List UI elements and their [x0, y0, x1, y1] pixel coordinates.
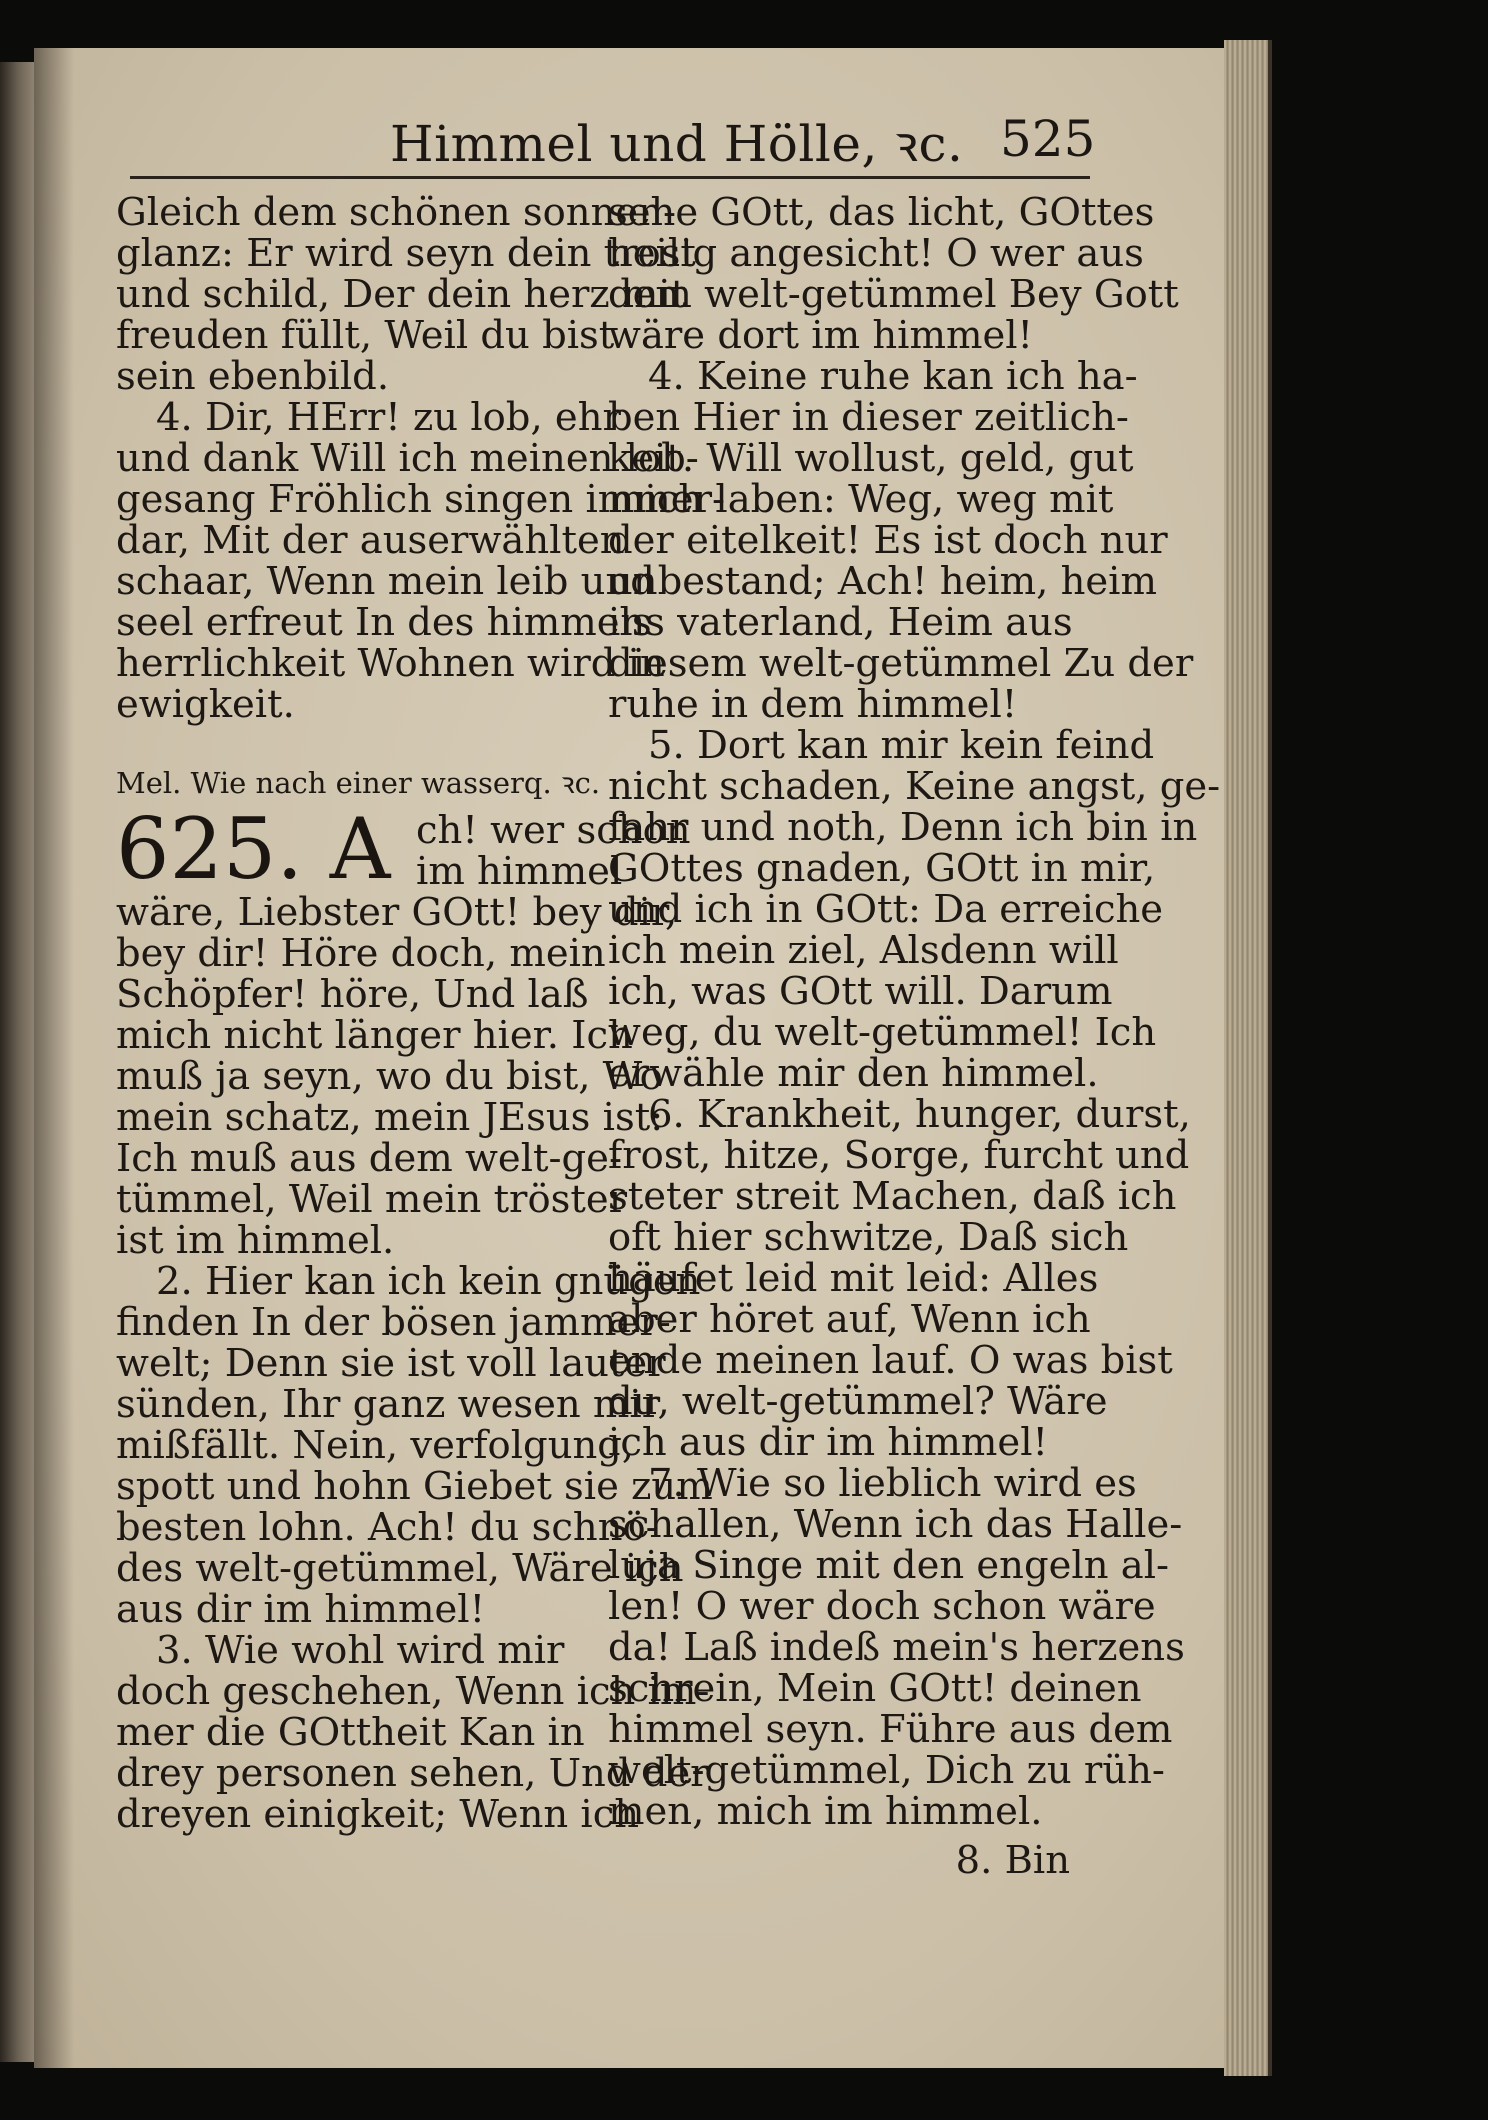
verse-block [608, 723, 1221, 1096]
text-line: bey dir! Höre doch, mein [116, 931, 606, 976]
text-line: GOttes gnaden, GOtt in mir, [608, 846, 1156, 891]
text-line: fahr und noth, Denn ich bin in [608, 805, 1198, 850]
text-line: aus dir im himmel! [116, 1587, 486, 1632]
text-line: 4. Keine ruhe kan ich ha- [648, 354, 1138, 399]
text-line: häufet leid mit leid: Alles [608, 1256, 1099, 1301]
text-line: tümmel, Weil mein tröster [116, 1177, 628, 1222]
catchword: 8. Bin [955, 1838, 1070, 1883]
hymn-number: 625. A [116, 800, 391, 898]
text-line: ruhe in dem himmel! [608, 682, 1018, 727]
text-line: steter streit Machen, daß ich [608, 1174, 1177, 1219]
text-line: des welt-getümmel, Wäre ich [116, 1546, 684, 1591]
text-line: ist im himmel. [116, 1218, 395, 1263]
right-column [608, 190, 1221, 1883]
text-line: 5. Dort kan mir kein feind [648, 723, 1155, 768]
text-line: weg, du welt-getümmel! Ich [608, 1010, 1157, 1055]
text-line: ich, was GOtt will. Darum [608, 969, 1113, 1014]
text-line: ewigkeit. [116, 682, 295, 727]
verse-block [116, 1259, 713, 1632]
text-line: oft hier schwitze, Daß sich [608, 1215, 1129, 1260]
text-line: spott und hohn Giebet sie zum [116, 1464, 713, 1509]
text-line: der eitelkeit! Es ist doch nur [608, 518, 1168, 563]
text-line: herrlichkeit Wohnen wird in [116, 641, 665, 686]
text-line: mer die GOttheit Kan in [116, 1710, 585, 1755]
text-line: sein ebenbild. [116, 354, 390, 399]
text-line: gesang Fröhlich singen immer- [116, 477, 725, 522]
text-line: finden In der bösen jammer- [116, 1300, 671, 1345]
text-line: diesem welt-getümmel Zu der [608, 641, 1194, 686]
header-rule [130, 176, 1090, 179]
text-line: keit. Will wollust, geld, gut [608, 436, 1134, 481]
book-left-edge [0, 62, 34, 2062]
text-line: mißfällt. Nein, verfolgung, [116, 1423, 635, 1468]
text-line: himmel seyn. Führe aus dem [608, 1707, 1173, 1752]
text-line: ende meinen lauf. O was bist [608, 1338, 1173, 1383]
verse-block [608, 1092, 1191, 1465]
text-line: und ich in GOtt: Da erreiche [608, 887, 1164, 932]
text-line: 7. Wie so lieblich wird es [648, 1461, 1137, 1506]
text-line: Ich muß aus dem welt-ge- [116, 1136, 622, 1181]
text-line: 6. Krankheit, hunger, durst, [648, 1092, 1191, 1137]
text-line: 3. Wie wohl wird mir [156, 1628, 565, 1673]
verse-block [116, 190, 696, 399]
verse-block [116, 1628, 710, 1837]
text-line: unbestand; Ach! heim, heim [608, 559, 1158, 604]
text-line: heilig angesicht! O wer aus [608, 231, 1144, 276]
text-line: 4. Dir, HErr! zu lob, ehr [156, 395, 621, 440]
running-head: Himmel und Hölle, ꝛc. [390, 115, 964, 173]
verse-block [608, 190, 1179, 358]
text-line: doch geschehen, Wenn ich im- [116, 1669, 710, 1714]
text-line: mein schatz, mein JEsus ist: [116, 1095, 664, 1140]
text-line: glanz: Er wird seyn dein trost [116, 231, 696, 276]
text-line: sünden, Ihr ganz wesen mir [116, 1382, 661, 1427]
text-line: freuden füllt, Weil du bist [116, 313, 615, 358]
text-line: erwähle mir den himmel. [608, 1051, 1099, 1096]
text-line: ch! wer schon [416, 808, 691, 853]
text-line: mich laben: Weg, weg mit [608, 477, 1114, 522]
text-line: 2. Hier kan ich kein gnügen [156, 1259, 701, 1304]
text-line: ich aus dir im himmel! [608, 1420, 1049, 1465]
left-column [116, 190, 725, 1837]
verse-block [608, 354, 1194, 727]
text-line: drey personen sehen, Und der [116, 1751, 709, 1796]
text-line: schallen, Wenn ich das Halle- [608, 1502, 1183, 1547]
text-line: schrein, Mein GOtt! deinen [608, 1666, 1142, 1711]
text-line: im himmel [416, 849, 623, 894]
text-line: mich nicht länger hier. Ich [116, 1013, 633, 1058]
text-line: welt; Denn sie ist voll lauter [116, 1341, 666, 1386]
melody-note: Mel. Wie nach einer wasserq. ꝛc. [116, 766, 601, 800]
verse-block [116, 890, 678, 1263]
page-edges [1224, 40, 1272, 2076]
text-line: Schöpfer! höre, Und laß [116, 972, 589, 1017]
hymn-heading [116, 800, 691, 898]
text-line: wäre dort im himmel! [608, 313, 1034, 358]
verse-block [608, 1461, 1185, 1834]
text-line: dreyen einigkeit; Wenn ich [116, 1792, 640, 1837]
verse-block [116, 395, 725, 727]
text-line: wäre, Liebster GOtt! bey dir, [116, 890, 678, 935]
text-line: und dank Will ich meinen lob- [116, 436, 699, 481]
text-line: muß ja seyn, wo du bist, Wo [116, 1054, 663, 1099]
text-line: dem welt-getümmel Bey Gott [608, 272, 1179, 317]
text-line: und schild, Der dein herz mit [116, 272, 687, 317]
text-line: ben Hier in dieser zeitlich- [608, 395, 1129, 440]
text-line: len! O wer doch schon wäre [608, 1584, 1156, 1629]
text-line: frost, hitze, Sorge, furcht und [608, 1133, 1190, 1178]
text-line: nicht schaden, Keine angst, ge- [608, 764, 1221, 809]
text-line: du, welt-getümmel? Wäre [608, 1379, 1108, 1424]
text-line: aber höret auf, Wenn ich [608, 1297, 1091, 1342]
page-number: 525 [1000, 110, 1096, 168]
text-line: schaar, Wenn mein leib und [116, 559, 655, 604]
text-line: men, mich im himmel. [608, 1789, 1043, 1834]
page-header [130, 96, 1110, 176]
text-line: luja Singe mit den engeln al- [608, 1543, 1170, 1588]
text-line: ins vaterland, Heim aus [608, 600, 1073, 645]
page-gutter-shadow [34, 48, 74, 2068]
text-line: dar, Mit der auserwählten [116, 518, 625, 563]
text-line: da! Laß indeß mein's herzens [608, 1625, 1185, 1670]
text-line: besten lohn. Ach! du schnö- [116, 1505, 659, 1550]
text-line: welt-getümmel, Dich zu rüh- [608, 1748, 1165, 1793]
text-line: seel erfreut In des himmels [116, 600, 652, 645]
text-line: sehe GOtt, das licht, GOttes [608, 190, 1155, 235]
text-line: Gleich dem schönen sonnen- [116, 190, 676, 235]
text-line: ich mein ziel, Alsdenn will [608, 928, 1119, 973]
